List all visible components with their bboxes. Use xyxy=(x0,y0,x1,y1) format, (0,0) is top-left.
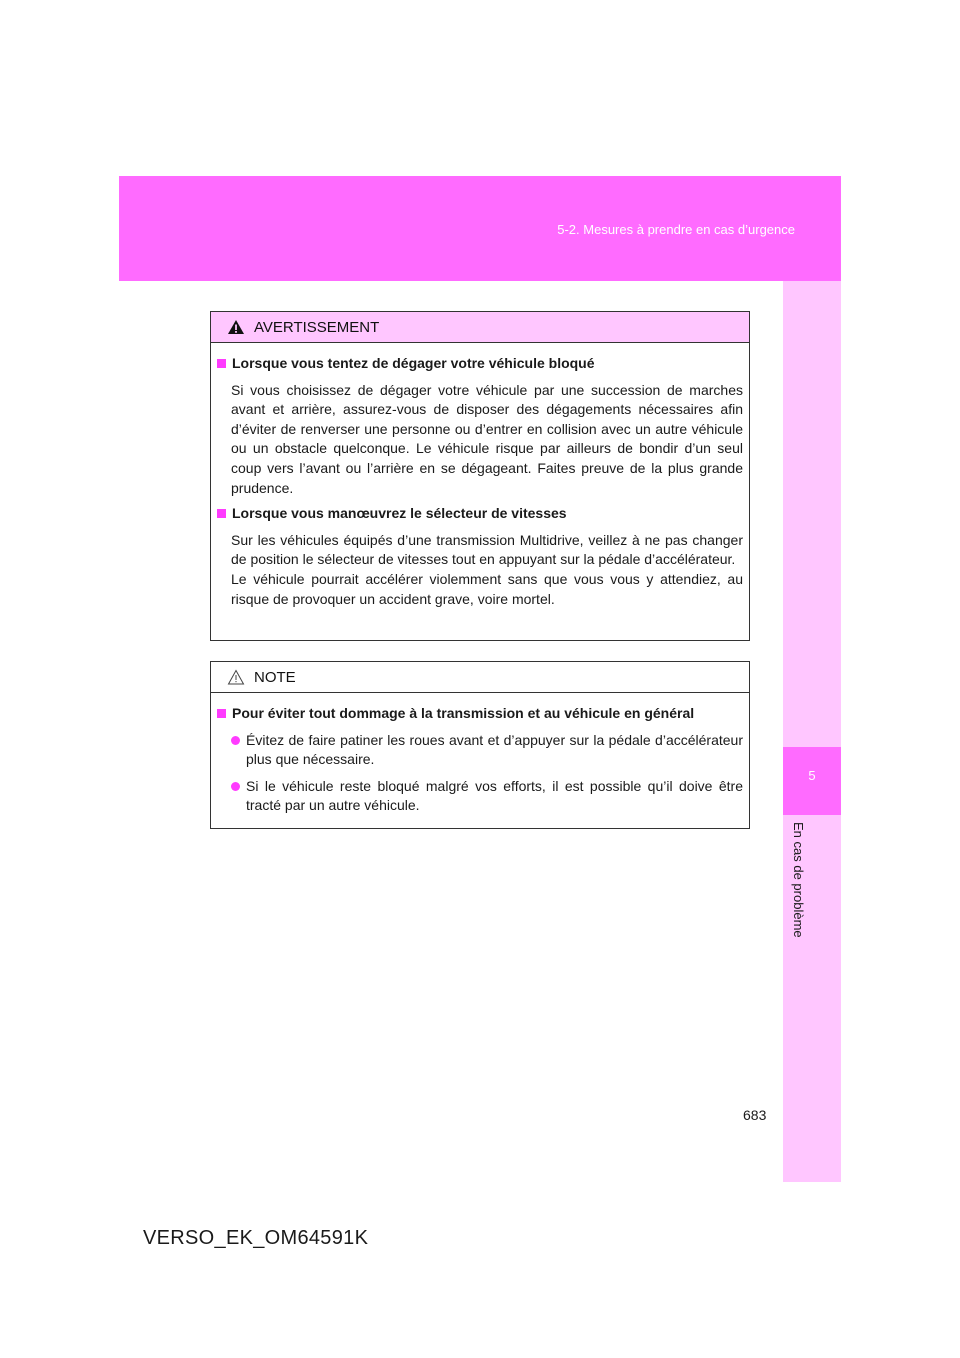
square-bullet-icon xyxy=(217,359,226,368)
warning-paragraph-2: Sur les véhicules équipés d’une transmission Multidrive, veillez à ne pas changer de position le sélecteur de vitesses tout en appuyant sur la pédale d’accélérateur. xyxy=(231,531,743,568)
square-bullet-icon xyxy=(217,709,226,718)
note-heading: Pour éviter tout dommage à la transmission et au véhicule en général xyxy=(217,704,743,724)
warning-heading-1: Lorsque vous tentez de dégager votre véhicule bloqué xyxy=(217,354,743,374)
warning-box xyxy=(210,311,750,641)
caution-triangle-icon xyxy=(227,669,245,685)
note-bullet-2: Si le véhicule reste bloqué malgré vos efforts, il est possible qu’il doive être tracté par un autre véhicule. xyxy=(231,777,743,816)
warning-paragraph-3: Le véhicule pourrait accélérer violemment sans que vous vous y attendiez, au risque de provoquer un accident grave, voire mortel. xyxy=(231,570,743,607)
page-number: 683 xyxy=(743,1107,767,1123)
note-header xyxy=(211,662,749,693)
warning-triangle-icon xyxy=(227,319,245,335)
square-bullet-icon xyxy=(217,509,226,518)
document-code: VERSO_EK_OM64591K xyxy=(143,1227,369,1249)
chapter-tab-strip xyxy=(783,281,841,1182)
note-bullet-1: Évitez de faire patiner les roues avant et d’appuyer sur la pédale d’accélérateur plus que nécessaire. xyxy=(231,731,743,770)
round-bullet-icon xyxy=(231,782,240,791)
section-header xyxy=(119,176,841,281)
chapter-number: 5 xyxy=(808,768,816,783)
warning-header xyxy=(211,312,749,343)
chapter-title: En cas de problème xyxy=(791,822,806,938)
warning-paragraph-1: Si vous choisissez de dégager votre véhicule par une succession de marches avant et arrière, assurez-vous de disposer des dégagements nécessaires afin d’éviter de renverser une personne ou d’entrer en collision avec un autre véhicule ou un obstacle quelconque. Le véhicule risque par ailleurs de bondir d’un seul coup vers l’avant ou l’arrière en se dégageant. Faites preuve de la plus grande prudence. xyxy=(231,381,743,496)
note-title: NOTE xyxy=(254,669,296,686)
warning-title: AVERTISSEMENT xyxy=(254,319,380,336)
note-box xyxy=(210,661,750,829)
section-title: 5-2. Mesures à prendre en cas d’urgence xyxy=(557,222,795,237)
round-bullet-icon xyxy=(231,736,240,745)
warning-heading-2: Lorsque vous manœuvrez le sélecteur de vitesses xyxy=(217,504,743,524)
